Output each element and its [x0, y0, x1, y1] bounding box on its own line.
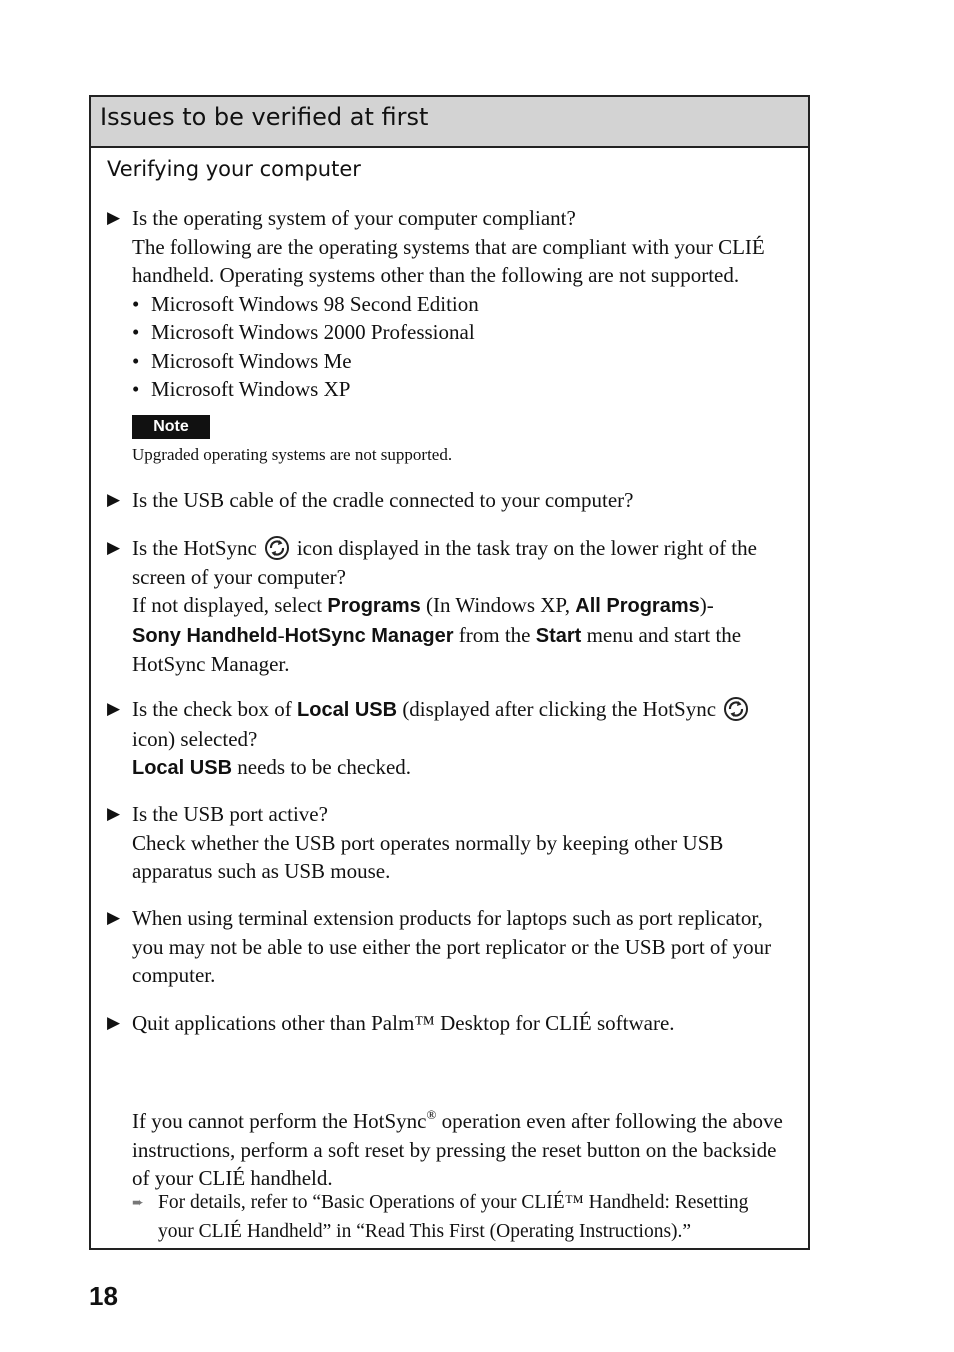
os-list-item — [132, 347, 807, 376]
item-text: When using terminal extension products for laptops such as port replicator, — [132, 906, 763, 930]
item-text: you may not be able to use either the port replicator or the USB port of your — [132, 934, 772, 959]
item-question — [132, 695, 807, 725]
cross-reference — [132, 1189, 802, 1246]
triangle-bullet-icon: ▶ — [107, 699, 121, 719]
item-question: icon) selected? — [132, 726, 258, 751]
item-text: handheld. Operating systems other than the following are not supported. — [132, 263, 740, 287]
menu-name-sony-handheld: Sony Handheld — [132, 624, 278, 647]
item-question: Is the USB cable of the cradle connected to your computer? — [132, 488, 634, 512]
os-list-item — [132, 290, 807, 319]
text-run: (displayed after clicking the HotSync — [397, 697, 717, 721]
item-text: apparatus such as USB mouse. — [132, 859, 391, 883]
os-name: Microsoft Windows XP — [151, 377, 351, 401]
hotsync-icon — [263, 535, 291, 561]
item-text: computer. — [132, 963, 216, 987]
item-text: The following are the operating systems that are compliant with your CLIÉ — [132, 234, 765, 259]
header-bar — [91, 97, 808, 148]
menu-name-hotsync-manager: HotSync Manager — [284, 624, 454, 647]
hotsync-icon — [722, 696, 750, 722]
checklist-item-usb-port — [107, 800, 807, 886]
text-run: needs to be checked. — [232, 755, 412, 779]
item-text — [132, 753, 807, 783]
os-name: Microsoft Windows Me — [151, 348, 352, 373]
os-list-item — [132, 375, 807, 404]
text-run: If not displayed, select — [132, 593, 328, 617]
text-run: )- — [699, 593, 714, 617]
bullet-dot-icon: • — [132, 377, 140, 401]
menu-name-programs: Programs — [327, 595, 421, 617]
checklist-item-os — [107, 204, 807, 404]
registered-mark: ® — [426, 1107, 437, 1122]
menu-name-all-programs: All Programs — [575, 595, 700, 617]
question-text: Is the HotSync — [132, 536, 257, 560]
triangle-bullet-icon: ▶ — [107, 490, 121, 510]
item-question: Is the USB port active? — [132, 802, 328, 826]
item-text — [132, 621, 807, 651]
note-label: Note — [132, 415, 210, 439]
reference-text: your CLIÉ Handheld” in “Read This First (Operating Instructions).” — [158, 1220, 692, 1242]
text-run: If you cannot perform the HotSync — [132, 1109, 427, 1133]
paragraph-text: of your CLIÉ handheld. — [132, 1166, 333, 1190]
item-question — [132, 534, 807, 563]
reference-text: For details, refer to “Basic Operations of your CLIÉ™ Handheld: Resetting — [158, 1192, 749, 1213]
menu-name-start: Start — [535, 624, 582, 647]
checklist-item-usb-cable — [107, 486, 807, 515]
item-question: Is the operating system of your computer compliant? — [132, 206, 576, 230]
checklist-item-local-usb — [107, 695, 807, 783]
checklist-item-quit-apps — [107, 1009, 807, 1038]
item-text: Quit applications other than Palm™ Desktop for CLIÉ software. — [132, 1011, 675, 1035]
os-name: Microsoft Windows 98 Second Edition — [151, 291, 479, 316]
setting-name-local-usb: Local USB — [132, 757, 233, 779]
os-name: Microsoft Windows 2000 Professional — [151, 320, 475, 344]
question-text: icon displayed in the task tray on the lower right of the — [296, 536, 757, 560]
soft-reset-paragraph — [132, 1101, 812, 1193]
text-run: from the — [453, 622, 536, 647]
text-run: Is the check box of — [132, 697, 298, 721]
triangle-bullet-icon: ▶ — [107, 1013, 121, 1033]
triangle-bullet-icon: ▶ — [107, 538, 121, 558]
checklist-item-port-replicator — [107, 904, 807, 990]
paragraph-text: instructions, perform a soft reset by pressing the reset button on the backside — [132, 1137, 777, 1162]
bullet-dot-icon: • — [132, 291, 140, 316]
item-text: HotSync Manager. — [132, 652, 290, 676]
bullet-dot-icon: • — [132, 348, 140, 373]
os-list-item — [132, 318, 807, 347]
section-title: Verifying your computer — [107, 157, 361, 181]
text-run: menu and start the — [581, 622, 742, 647]
checklist-item-hotsync-icon — [107, 534, 807, 679]
triangle-bullet-icon: ▶ — [107, 804, 121, 824]
text-run: - — [277, 622, 285, 647]
item-text — [132, 591, 807, 621]
paragraph-text — [132, 1101, 812, 1136]
bullet-dot-icon: • — [132, 320, 140, 344]
text-run: operation even after following the above — [436, 1109, 783, 1133]
setting-name-local-usb: Local USB — [297, 699, 398, 721]
item-text: Check whether the USB port operates normally by keeping other USB — [132, 830, 724, 855]
content-frame — [89, 95, 810, 1250]
text-run: (In Windows XP, — [420, 593, 576, 617]
triangle-bullet-icon: ▶ — [107, 208, 121, 228]
item-question: screen of your computer? — [132, 564, 346, 589]
triangle-bullet-icon: ▶ — [107, 908, 121, 928]
page-number: 18 — [89, 1281, 118, 1311]
header-title: Issues to be verified at first — [100, 103, 429, 131]
note-text: Upgraded operating systems are not supported. — [132, 445, 453, 464]
reference-arrow-icon: ➨ — [132, 1195, 144, 1211]
